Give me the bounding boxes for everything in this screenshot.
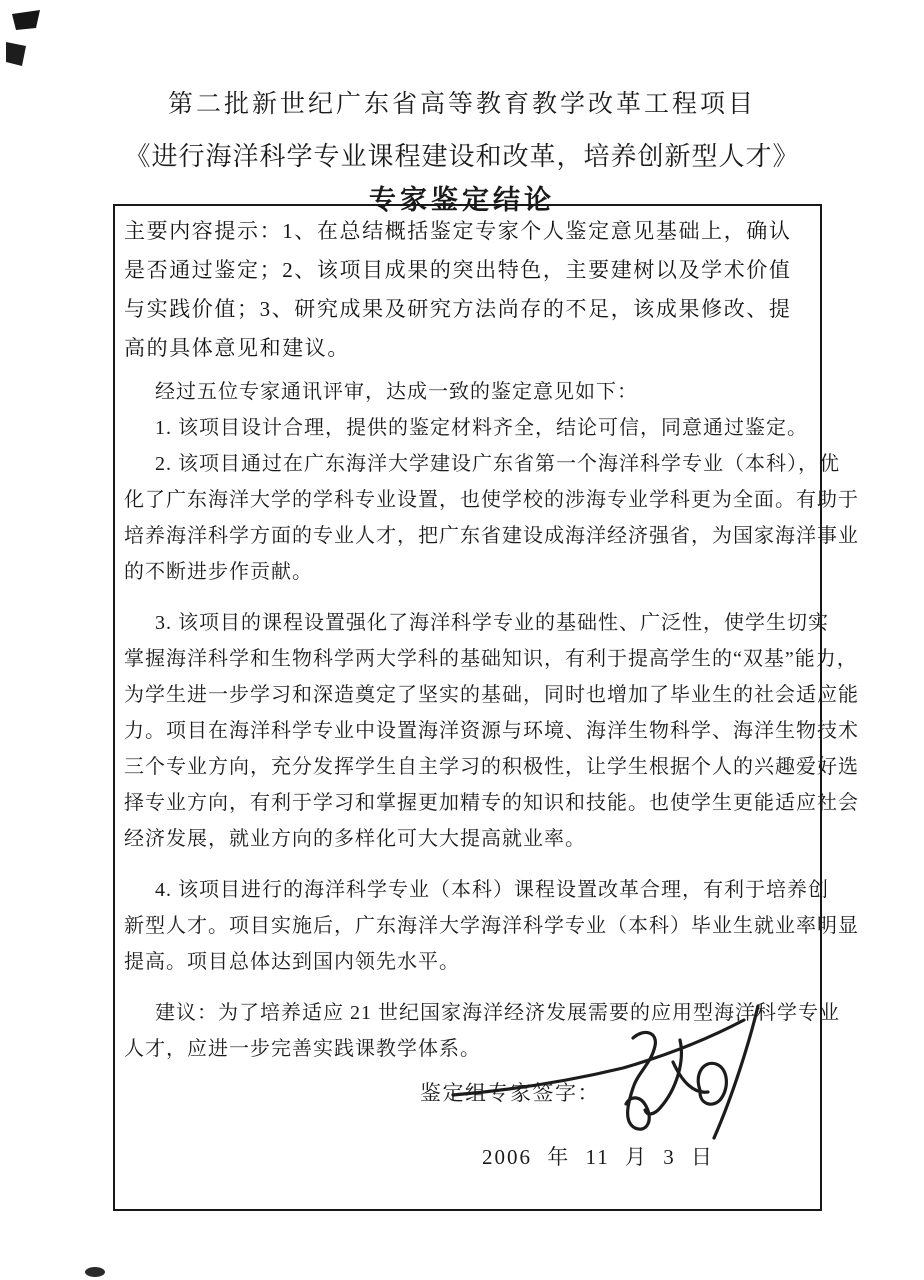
body-line: 3. 该项目的课程设置强化了海洋科学专业的基础性、广泛性，使学生切实 <box>155 612 829 634</box>
content-box <box>113 204 859 1211</box>
body-block <box>124 374 859 1067</box>
body-line: 人才，应进一步完善实践课教学体系。 <box>124 1038 481 1060</box>
document-title-line-2: 《进行海洋科学专业课程建设和改革，培养创新型人才》 <box>124 142 800 171</box>
body-line: 力。项目在海洋科学专业中设置海洋资源与环境、海洋生物科学、海洋生物技术 <box>124 720 859 742</box>
paragraph <box>124 995 840 1067</box>
date-line: 2006 年 11 月 3 日 <box>482 1145 714 1169</box>
body-line: 的不断进步作贡献。 <box>124 561 313 583</box>
body-line: 2. 该项目通过在广东海洋大学建设广东省第一个海洋科学专业（本科），优 <box>155 453 840 475</box>
summary-line: 主要内容提示：1、在总结概括鉴定专家个人鉴定意见基础上，确认 <box>124 219 792 243</box>
scan-artifact-top-left <box>6 6 52 74</box>
paragraph <box>124 605 859 857</box>
body-line: 4. 该项目进行的海洋科学专业（本科）课程设置改革合理，有利于培养创 <box>155 879 829 901</box>
body-line: 1. 该项目设计合理，提供的鉴定材料齐全，结论可信，同意通过鉴定。 <box>155 417 808 439</box>
paragraph <box>124 872 859 980</box>
summary-line: 与实践价值；3、研究成果及研究方法尚存的不足，该成果修改、提 <box>124 297 792 321</box>
body-line: 培养海洋科学方面的专业人才，把广东省建设成海洋经济强省，为国家海洋事业 <box>124 525 859 547</box>
paragraph <box>124 446 859 590</box>
body-line: 提高。项目总体达到国内领先水平。 <box>124 951 460 973</box>
document-title-line-3: 专家鉴定结论 <box>369 185 555 215</box>
body-line: 掌握海洋科学和生物科学两大学科的基础知识，有利于提高学生的“双基”能力， <box>124 648 858 670</box>
body-line: 为学生进一步学习和深造奠定了坚实的基础，同时也增加了毕业生的社会适应能 <box>124 684 859 706</box>
body-line: 三个专业方向，充分发挥学生自主学习的积极性，让学生根据个人的兴趣爱好选 <box>124 756 859 778</box>
paragraph <box>124 374 811 410</box>
body-line: 化了广东海洋大学的学科专业设置，也使学校的涉海专业学科更为全面。有助于 <box>124 489 859 511</box>
body-line: 建议：为了培养适应 21 世纪国家海洋经济发展需要的应用型海洋科学专业 <box>155 1002 840 1024</box>
scan-artifact-bottom-left <box>84 1266 106 1278</box>
document-title-line-1: 第二批新世纪广东省高等教育教学改革工程项目 <box>167 91 756 118</box>
signature-row <box>124 1077 811 1109</box>
signature-label: 鉴定组专家签字： <box>420 1081 600 1105</box>
body-line: 经济发展，就业方向的多样化可大大提高就业率。 <box>124 828 586 850</box>
summary-block <box>124 212 811 368</box>
paragraph <box>124 410 811 446</box>
summary-line: 高的具体意见和建议。 <box>124 336 350 360</box>
body-line: 新型人才。项目实施后，广东海洋大学海洋科学专业（本科）毕业生就业率明显 <box>124 915 859 937</box>
body-line: 经过五位专家通讯评审，达成一致的鉴定意见如下： <box>155 381 638 403</box>
body-line: 择专业方向，有利于学习和掌握更加精专的知识和技能。也使学生更能适应社会 <box>124 792 859 814</box>
summary-line: 是否通过鉴定；2、该项目成果的突出特色，主要建树以及学术价值 <box>124 258 792 282</box>
